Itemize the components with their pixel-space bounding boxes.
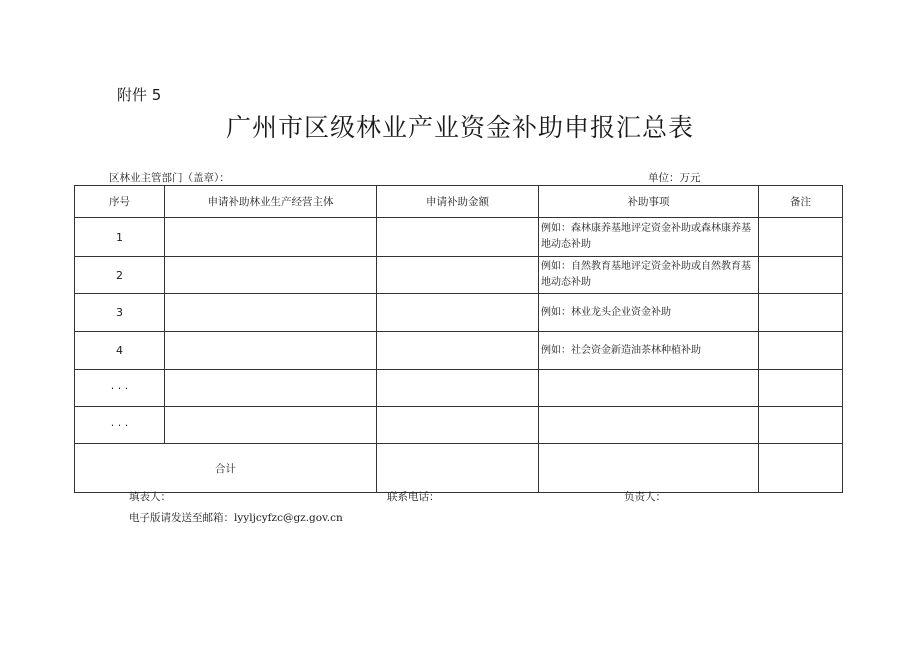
- amount-cell: [377, 332, 539, 370]
- note-cell: [759, 370, 843, 407]
- header-amount: 申请补助金额: [377, 186, 539, 218]
- header-note: 备注: [759, 186, 843, 218]
- table-row: [75, 332, 843, 370]
- item-cell: [539, 370, 759, 407]
- filler-label: 填表人：: [129, 491, 171, 503]
- item-cell: 例如：森林康养基地评定资金补助或森林康养基地动态补助: [539, 218, 759, 257]
- summary-table: [74, 185, 843, 493]
- note-cell: [759, 218, 843, 257]
- total-amount-cell: [377, 444, 539, 493]
- responsible-label: 负责人：: [624, 491, 666, 503]
- header-entity: 申请补助林业生产经营主体: [165, 186, 377, 218]
- row-index: 4: [75, 332, 165, 370]
- row-index: 1: [75, 218, 165, 257]
- entity-cell: [165, 218, 377, 257]
- row-index: 2: [75, 257, 165, 294]
- note-cell: [759, 407, 843, 444]
- row-index: · · ·: [75, 407, 165, 444]
- row-index: 3: [75, 294, 165, 332]
- table-row: [75, 257, 843, 294]
- entity-cell: [165, 294, 377, 332]
- dept-label: 区林业主管部门（盖章）：: [109, 172, 230, 184]
- amount-cell: [377, 257, 539, 294]
- total-row: [75, 444, 843, 493]
- page-title: 广州市区级林业产业资金补助申报汇总表: [225, 113, 694, 142]
- amount-cell: [377, 407, 539, 444]
- total-label: 合计: [75, 444, 377, 493]
- note-cell: [759, 257, 843, 294]
- entity-cell: [165, 257, 377, 294]
- item-cell: 例如：自然教育基地评定资金补助或自然教育基地动态补助: [539, 257, 759, 294]
- amount-cell: [377, 370, 539, 407]
- total-item-cell: [539, 444, 759, 493]
- row-index: · · ·: [75, 370, 165, 407]
- unit-label: 单位：万元: [648, 172, 701, 184]
- entity-cell: [165, 370, 377, 407]
- attachment-label: 附件 5: [117, 86, 162, 104]
- header-item: 补助事项: [539, 186, 759, 218]
- email-instruction: 电子版请发送至邮箱：lyyljcyfzc@gz.gov.cn: [129, 512, 343, 524]
- entity-cell: [165, 407, 377, 444]
- table-row: [75, 218, 843, 257]
- note-cell: [759, 332, 843, 370]
- note-cell: [759, 294, 843, 332]
- entity-cell: [165, 332, 377, 370]
- table-header-row: [75, 186, 843, 218]
- phone-label: 联系电话：: [387, 491, 440, 503]
- table-row: [75, 294, 843, 332]
- header-index: 序号: [75, 186, 165, 218]
- table-row: [75, 370, 843, 407]
- amount-cell: [377, 294, 539, 332]
- amount-cell: [377, 218, 539, 257]
- item-cell: 例如：林业龙头企业资金补助: [539, 294, 759, 332]
- item-cell: [539, 407, 759, 444]
- table-row: [75, 407, 843, 444]
- item-cell: 例如：社会资金新造油茶林种植补助: [539, 332, 759, 370]
- total-note-cell: [759, 444, 843, 493]
